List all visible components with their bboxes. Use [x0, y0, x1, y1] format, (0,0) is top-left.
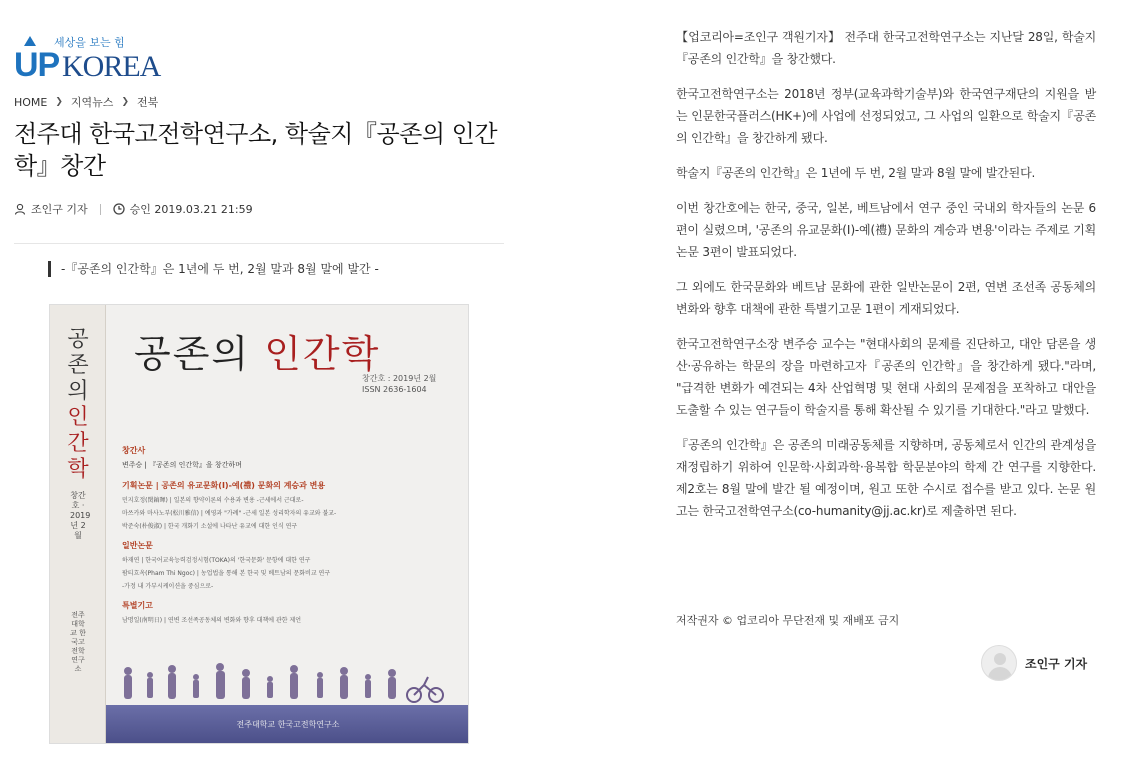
clock-icon	[113, 203, 125, 215]
article-paragraph: 이번 창간호에는 한국, 중국, 일본, 베트남에서 연구 중인 국내외 학자들의 논문 6편이 실렸으며, '공존의 유교문화(Ⅰ)-예(禮) 문화의 계승과 변용'이라는 주제로 기획논문 3편이 발표되었다.	[676, 201, 1096, 259]
breadcrumb-region[interactable]: 지역뉴스	[70, 96, 114, 109]
cover-spine-title	[64, 327, 92, 483]
meta-divider	[100, 204, 101, 215]
logo-up: UP	[14, 46, 60, 84]
spine-title-red: 인간학	[67, 405, 89, 482]
copyright-notice: 저작권자 © 업코리아 무단전재 및 재배포 금지	[676, 614, 900, 627]
breadcrumb-home[interactable]: HOME	[14, 95, 48, 109]
chevron-right-icon: ❯	[55, 97, 63, 107]
logo-korea: KOREA	[62, 50, 161, 83]
toc-line: 남명일(南明日) | 연변 조선족공동체의 변화와 향후 대책에 관한 제언	[122, 617, 302, 624]
article-paragraph: 【업코리아=조인구 객원기자】 전주대 한국고전학연구소는 지난달 28일, 학술지『공존의 인간학』을 창간했다.	[676, 30, 1096, 66]
cover-title	[134, 323, 380, 378]
journal-cover-image	[49, 304, 469, 744]
user-icon	[14, 203, 26, 215]
toc-line: 변주승 | 『공존의 인간학』을 창간하며	[122, 461, 242, 469]
toc-line: 마쓰카와 마사노부(松川雅信) | 예영과 "가례" -근세 일본 성리학자의 유교와 불교-	[122, 510, 337, 517]
left-column	[14, 0, 504, 767]
author-byline[interactable]	[981, 645, 1087, 681]
cover-issue: 창간호 : 2019년 2월	[362, 374, 437, 383]
article-title: 전주대 한국고전학연구소, 학술지『공존의 인간학』창간	[14, 120, 498, 180]
article-subhead: -『공존의 인간학』은 1년에 두 번, 2월 말과 8월 말에 발간 -	[48, 261, 379, 277]
logo-arrow-icon	[24, 36, 36, 46]
article-paragraph: 『공존의 인간학』은 공존의 미래공동체를 지향하며, 공동체로서 인간의 관계성을 재정립하기 위하여 인문학·사회과학·융복합 학문분야의 학제 간 연구를 지향한다. 제2호는 8월 말에 발간 될 예정이며, 원고 또한 수시로 접수를 받고 있다. 논문 원고는 한국고전학연구소(co-humanity@jj.ac.kr)로 제출하면 된다.	[676, 438, 1096, 518]
article-paragraph: 한국고전학연구소는 2018년 정부(교육과학기술부)와 한국연구재단의 지원을 받는 인문한국플러스(HK+)에 사업에 선정되었고, 그 사업의 일환으로 학술지『공존의 인간학』을 창간하게 됐다.	[676, 87, 1096, 145]
author-name[interactable]: 조인구 기자	[31, 203, 88, 216]
cover-toc	[122, 435, 442, 624]
toc-section: 창간사	[122, 446, 146, 455]
logo-slogan: 세상을 보는 힘	[54, 36, 125, 49]
chevron-right-icon: ❯	[121, 97, 129, 107]
toc-line: -가정 내 가부시케이션을 중심으로-	[122, 583, 214, 590]
breadcrumb	[14, 94, 158, 110]
cover-title-black: 공존의	[134, 332, 265, 376]
toc-line: 하재연 | 한국어교육능력검정시험(TOKA)의 '한국문화' 문항에 대한 연구	[122, 557, 311, 564]
header-divider	[14, 243, 504, 244]
breadcrumb-sub[interactable]: 전북	[136, 96, 159, 109]
cover-publisher: 전주대학교 한국고전학연구소	[236, 720, 340, 729]
avatar-body	[988, 667, 1012, 681]
toc-line: 민지호정(閔鎬暉) | 일본의 향약이론의 수용과 변용 -근세에서 근대로-	[122, 497, 304, 504]
cover-spine-issue: 창간호 · 2019년 2월	[70, 491, 91, 540]
article-meta	[14, 201, 253, 217]
article-paragraph: 한국고전학연구소장 변주승 교수는 "현대사회의 문제를 진단하고, 대안 담론을 생산·공유하는 학문의 장을 마련하고자『공존의 인간학』을 창간하게 됐다."라며, "급격한 변화가 예견되는 4차 산업혁명 및 현대 사회의 문제점을 포착하고 대안을 도출할 수 있는 연구들이 학술지를 통해 확산될 수 있기를 기대한다."라고 말했다.	[676, 337, 1096, 417]
toc-section: 특별기고	[122, 601, 153, 610]
toc-line: 팜티흐옥(Pham Thi Ngoc) | 농업법을 통해 본 한국 및 베트남의 문화비교 연구	[122, 570, 331, 577]
toc-section: 일반논문	[122, 541, 153, 550]
cover-issn: ISSN 2636-1604	[362, 385, 427, 394]
cover-bottom-band	[106, 705, 469, 744]
article-paragraph: 그 외에도 한국문화와 베트남 문화에 관한 일반논문이 2편, 연변 조선족 공동체의 변화와 향후 대책에 관한 특별기고문 1편이 게재되었다.	[676, 280, 1096, 316]
site-logo[interactable]	[14, 34, 164, 84]
avatar[interactable]	[981, 645, 1017, 681]
article-paragraph: 학술지『공존의 인간학』은 1년에 두 번, 2월 말과 8월 말에 발간된다.	[676, 166, 1036, 180]
spine-title-black: 공존의	[67, 327, 89, 404]
byline-author-name[interactable]: 조인구 기자	[1025, 656, 1088, 671]
toc-section: 기획논문 | 공존의 유교문화(Ⅰ)-예(禮) 문화의 계승과 변용	[122, 481, 326, 490]
avatar-head	[994, 653, 1006, 665]
cover-spine-publisher: 전주대학교 한국고전학연구소	[70, 611, 86, 673]
toc-line: 박준숙(朴俊淑) | 한국 개화기 소설에 나타난 유교에 대한 인식 연구	[122, 523, 298, 530]
cover-people-illustration	[110, 657, 450, 707]
approved-time: 승인 2019.03.21 21:59	[129, 203, 253, 216]
article-body	[676, 26, 1096, 535]
cover-title-red: 인간학	[264, 332, 381, 376]
